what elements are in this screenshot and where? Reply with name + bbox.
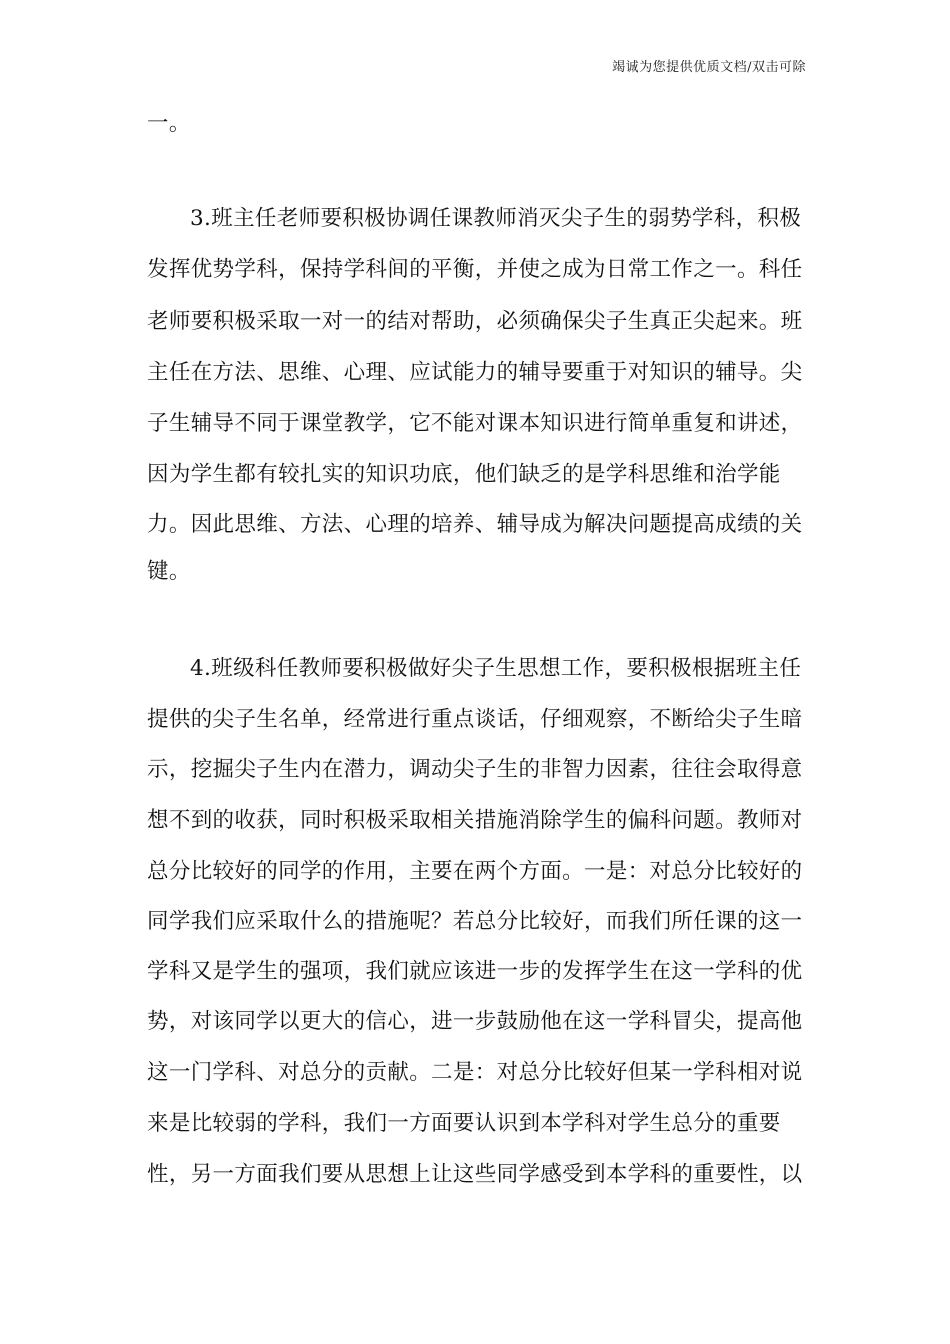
text-line: 一。 — [147, 111, 191, 136]
text-line: 4.班级科任教师要积极做好尖子生思想工作，要积极根据班主任 — [190, 656, 802, 681]
text-line: 子生辅导不同于课堂教学，它不能对课本知识进行简单重复和讲述， — [147, 411, 803, 436]
text-line: 3.班主任老师要积极协调任课教师消灭尖子生的弱势学科，积极 — [190, 206, 802, 231]
text-line: 学科又是学生的强项，我们就应该进一步的发挥学生在这一学科的优 — [147, 959, 803, 984]
text-line: 来是比较弱的学科，我们一方面要认识到本学科对学生总分的重要 — [147, 1111, 781, 1136]
text-line: 老师要积极采取一对一的结对帮助，必须确保尖子生真正尖起来。班 — [147, 309, 803, 334]
text-line: 示，挖掘尖子生内在潜力，调动尖子生的非智力因素，往往会取得意 — [147, 757, 803, 782]
text-line: 提供的尖子生名单，经常进行重点谈话，仔细观察，不断给尖子生暗 — [147, 707, 803, 732]
text-line: 发挥优势学科，保持学科间的平衡，并使之成为日常工作之一。科任 — [147, 257, 803, 282]
text-line: 这一门学科、对总分的贡献。二是：对总分比较好但某一学科相对说 — [147, 1060, 803, 1085]
text-line: 力。因此思维、方法、心理的培养、辅导成为解决问题提高成绩的关 — [147, 512, 803, 537]
text-line: 总分比较好的同学的作用，主要在两个方面。一是：对总分比较好的 — [147, 859, 803, 884]
text-line: 想不到的收获，同时积极采取相关措施消除学生的偏科问题。教师对 — [147, 808, 803, 833]
page-header-note: 竭诚为您提供优质文档/双击可除 — [612, 60, 806, 75]
text-line: 性，另一方面我们要从思想上让这些同学感受到本学科的重要性，以 — [147, 1162, 803, 1187]
text-line: 主任在方法、思维、心理、应试能力的辅导要重于对知识的辅导。尖 — [147, 360, 803, 385]
text-line: 势，对该同学以更大的信心，进一步鼓励他在这一学科冒尖，提高他 — [147, 1009, 803, 1034]
text-line: 同学我们应采取什么的措施呢？若总分比较好，而我们所任课的这一 — [147, 909, 803, 934]
text-line: 键。 — [147, 559, 191, 584]
text-line: 因为学生都有较扎实的知识功底，他们缺乏的是学科思维和治学能 — [147, 462, 781, 487]
